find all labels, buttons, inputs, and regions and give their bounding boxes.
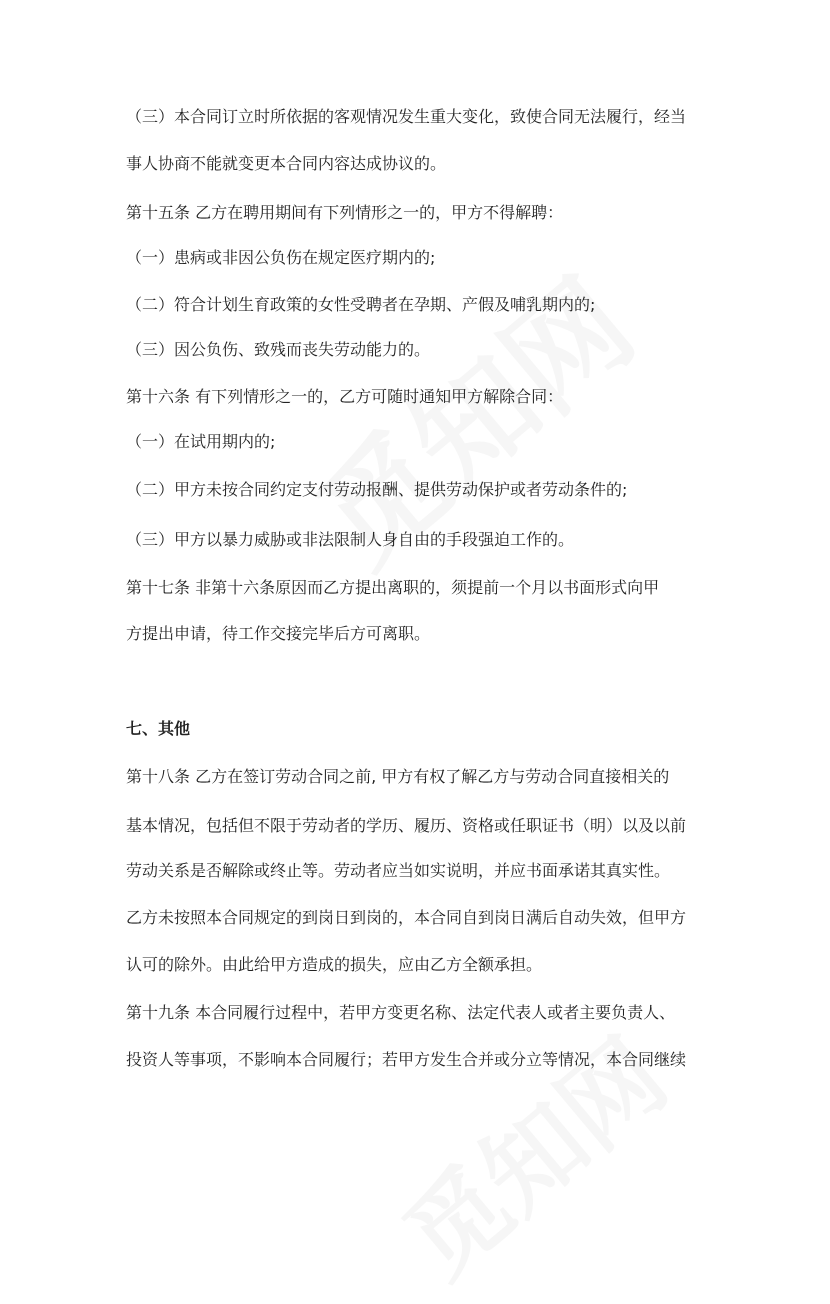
paragraph-line: 认可的除外。由此给甲方造成的损失，应由乙方全额承担。 [126, 955, 543, 974]
article-16: 第十六条 有下列情形之一的，乙方可随时通知甲方解除合同： [126, 387, 564, 406]
article-17: 第十七条 非第十六条原因而乙方提出离职的，须提前一个月以书面形式向甲 [126, 578, 660, 597]
paragraph-line: 乙方未按照本合同规定的到岗日到岗的，本合同自到岗日满后自动失效，但甲方 [126, 908, 687, 927]
section-heading: 七、其他 [126, 719, 191, 738]
list-item: （二）甲方未按合同约定支付劳动报酬、提供劳动保护或者劳动条件的; [126, 480, 628, 499]
article-15: 第十五条 乙方在聘用期间有下列情形之一的，甲方不得解聘： [126, 203, 564, 222]
paragraph-line: 方提出申请，待工作交接完毕后方可离职。 [126, 624, 431, 643]
watermark [369, 1000, 691, 1303]
paragraph-line: 事人协商不能就变更本合同内容达成协议的。 [126, 154, 447, 173]
list-item: （三）因公负伤、致残而丧失劳动能力的。 [126, 340, 431, 359]
list-item: （三）甲方以暴力威胁或非法限制人身自由的手段强迫工作的。 [126, 530, 575, 549]
article-18: 第十八条 乙方在签订劳动合同之前, 甲方有权了解乙方与劳动合同直接相关的 [126, 767, 670, 786]
paragraph-line: （三）本合同订立时所依据的客观情况发生重大变化，致使合同无法履行，经当 [126, 107, 687, 126]
list-item: （一）在试用期内的; [126, 432, 276, 451]
paragraph-line: 投资人等事项，不影响本合同履行；若甲方发生合并或分立等情况，本合同继续 [126, 1050, 687, 1069]
list-item: （二）符合计划生育政策的女性受聘者在孕期、产假及哺乳期内的; [126, 295, 596, 314]
paragraph-line: 基本情况，包括但不限于劳动者的学历、履历、资格或任职证书（明）以及以前 [126, 816, 687, 835]
article-19: 第十九条 本合同履行过程中，若甲方变更名称、法定代表人或者主要负责人、 [126, 1003, 676, 1022]
list-item: （一）患病或非因公负伤在规定医疗期内的; [126, 248, 436, 267]
paragraph-line: 劳动关系是否解除或终止等。劳动者应当如实说明，并应书面承诺其真实性。 [126, 861, 671, 880]
